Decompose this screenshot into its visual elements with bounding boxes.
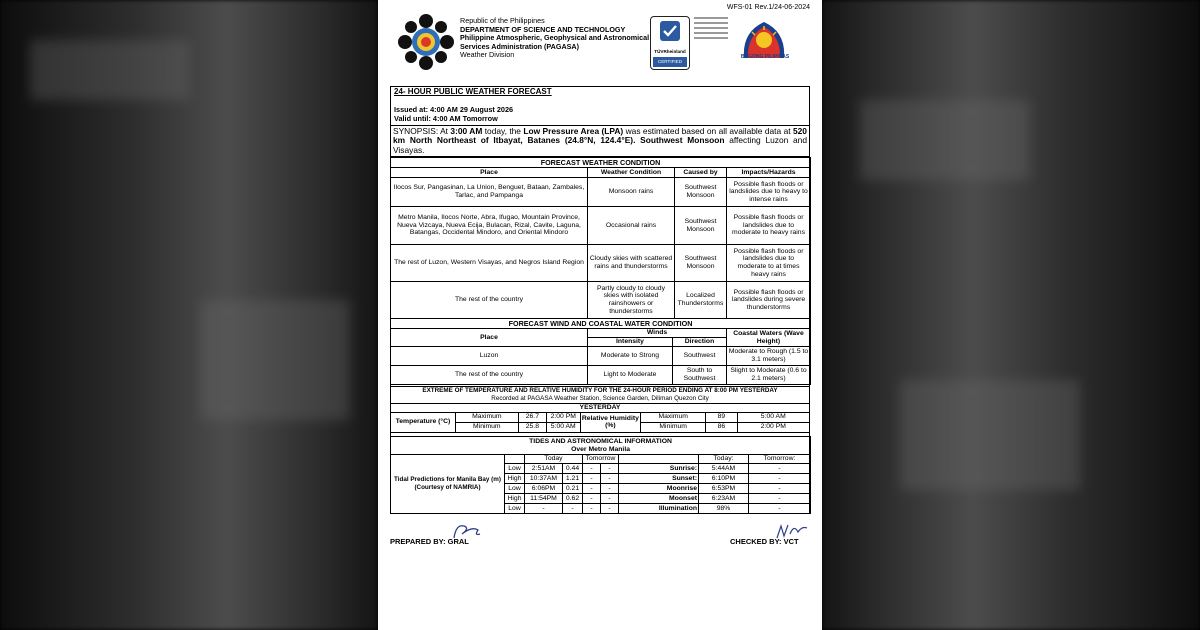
astro-today-header: Today: bbox=[699, 455, 749, 464]
table-cell: Possible flash floods or landslides due to heavy to intense rains bbox=[727, 178, 811, 207]
temp-min-value: 25.8 bbox=[518, 422, 546, 432]
column-header: Place bbox=[391, 329, 588, 347]
valid-until: Valid until: 4:00 AM Tomorrow bbox=[394, 114, 498, 123]
table-cell bbox=[619, 455, 699, 464]
table-cell: Possible flash floods or landslides due to moderate to heavy rains bbox=[727, 207, 811, 245]
table-cell: 10:37AM bbox=[525, 474, 563, 484]
extremes-title: EXTREME OF TEMPERATURE AND RELATIVE HUMIDITY FOR THE 24-HOUR PERIOD ENDING AT 8:00 PM YESTERDAY bbox=[422, 387, 778, 395]
temp-max-time: 2:00 PM bbox=[547, 412, 581, 422]
rh-min-label: Minimum bbox=[641, 422, 706, 432]
forecast-title: 24- HOUR PUBLIC WEATHER FORECAST bbox=[394, 87, 552, 96]
table-cell: - bbox=[601, 464, 619, 474]
table-cell: 6:06PM bbox=[525, 484, 563, 494]
table-cell: 6:53PM bbox=[699, 484, 749, 494]
table-cell: Low bbox=[505, 464, 525, 474]
table-row bbox=[391, 207, 811, 245]
table-cell: - bbox=[749, 484, 811, 494]
table-cell: The rest of Luzon, Western Visayas, and Negros Island Region bbox=[391, 245, 588, 282]
table-cell: 0.62 bbox=[563, 494, 583, 504]
rh-min-time: 2:00 PM bbox=[737, 422, 809, 432]
table-cell: - bbox=[601, 494, 619, 504]
tides-title: TIDES AND ASTRONOMICAL INFORMATION bbox=[529, 437, 672, 445]
section-title: FORECAST WEATHER CONDITION bbox=[391, 158, 811, 168]
table-cell: 2:51AM bbox=[525, 464, 563, 474]
agency-line: Republic of the Philippines bbox=[460, 16, 545, 25]
column-header: Place bbox=[391, 168, 588, 178]
table-cell: Low bbox=[505, 504, 525, 514]
table-cell: South to Southwest bbox=[673, 366, 727, 385]
table-cell: Southwest Monsoon bbox=[675, 178, 727, 207]
wind-coastal-table bbox=[390, 318, 811, 385]
background-blur-shape bbox=[200, 300, 350, 420]
table-cell bbox=[505, 455, 525, 464]
tides-heading bbox=[391, 437, 811, 455]
table-cell: Cloudy skies with scattered rains and thunderstorms bbox=[588, 245, 675, 282]
agency-line: Services Administration (PAGASA) bbox=[460, 41, 580, 51]
tuv-certification-badge bbox=[650, 16, 690, 70]
table-cell: - bbox=[525, 504, 563, 514]
table-cell: Localized Thunderstorms bbox=[675, 282, 727, 319]
table-cell: - bbox=[749, 464, 811, 474]
table-cell: 98% bbox=[699, 504, 749, 514]
background-blur-shape bbox=[900, 380, 1080, 490]
table-cell: - bbox=[583, 504, 601, 514]
table-cell: Moderate to Strong bbox=[588, 347, 673, 366]
table-cell: - bbox=[583, 484, 601, 494]
table-cell: 5:44AM bbox=[699, 464, 749, 474]
table-cell: 0.21 bbox=[563, 484, 583, 494]
table-cell: Occasional rains bbox=[588, 207, 675, 245]
table-cell: The rest of the country bbox=[391, 282, 588, 319]
rh-min-value: 86 bbox=[706, 422, 737, 432]
column-header: Impacts/Hazards bbox=[727, 168, 811, 178]
pagasa-logo-icon bbox=[398, 14, 454, 70]
table-cell: Ilocos Sur, Pangasinan, La Union, Benguet, Bataan, Zambales, Tarlac, and Pampanga bbox=[391, 178, 588, 207]
table-cell: Possible flash floods or landslides during severe thunderstorms bbox=[727, 282, 811, 319]
forecast-document bbox=[378, 0, 822, 630]
extremes-table bbox=[390, 386, 810, 433]
form-number: WFS-01 Rev.1/24-06-2024 bbox=[726, 4, 810, 11]
humidity-label: Relative Humidity (%) bbox=[580, 412, 641, 432]
column-header: Winds bbox=[588, 329, 727, 338]
table-cell: - bbox=[749, 504, 811, 514]
table-cell: Southwest bbox=[673, 347, 727, 366]
table-cell: Metro Manila, Ilocos Norte, Abra, Ifugao, Mountain Province, Nueva Vizcaya, Nueva Ecija, Bulacan, Rizal, Cavite, Laguna, Batangas, Occidental Mindoro, and Oriental Mindoro bbox=[391, 207, 588, 245]
rh-max-time: 5:00 AM bbox=[737, 412, 809, 422]
table-cell: Monsoon rains bbox=[588, 178, 675, 207]
table-cell: Light to Moderate bbox=[588, 366, 673, 385]
table-row bbox=[391, 178, 811, 207]
column-header: Direction bbox=[673, 338, 727, 347]
table-cell: Low bbox=[505, 484, 525, 494]
table-cell: - bbox=[749, 494, 811, 504]
table-cell: 0.44 bbox=[563, 464, 583, 474]
column-header: Intensity bbox=[588, 338, 673, 347]
table-cell: Illumination bbox=[619, 504, 699, 514]
table-cell: High bbox=[505, 474, 525, 484]
checked-by: CHECKED BY: VCT bbox=[730, 537, 799, 546]
table-cell: 6:10PM bbox=[699, 474, 749, 484]
table-cell: - bbox=[583, 474, 601, 484]
temp-max-value: 26.7 bbox=[518, 412, 546, 422]
tidal-predictions-label: Tidal Predictions for Manila Bay (m) (Courtesy of NAMRIA) bbox=[391, 455, 505, 514]
table-cell: High bbox=[505, 494, 525, 504]
cert-label: CERTIFIED bbox=[653, 57, 687, 67]
prepared-by: PREPARED BY: GRAL bbox=[390, 537, 469, 546]
blurred-background-right bbox=[822, 0, 1200, 630]
table-cell: Slight to Moderate (0.6 to 2.1 meters) bbox=[727, 366, 811, 385]
table-cell: Possible flash floods or landslides due to moderate to at times heavy rains bbox=[727, 245, 811, 282]
column-header: Caused by bbox=[675, 168, 727, 178]
table-cell: Sunset: bbox=[619, 474, 699, 484]
table-cell: Partly cloudy to cloudy skies with isolated rainshowers or thunderstorms bbox=[588, 282, 675, 319]
issued-at: Issued at: 4:00 AM 29 August 2026 bbox=[394, 105, 514, 114]
table-cell: The rest of the country bbox=[391, 366, 588, 385]
tides-table bbox=[390, 436, 811, 514]
table-cell: Moderate to Rough (1.5 to 3.1 meters) bbox=[727, 347, 811, 366]
cert-brand: TÜVRheinland bbox=[654, 49, 686, 54]
table-row bbox=[391, 366, 811, 385]
table-cell: - bbox=[601, 474, 619, 484]
section-title: FORECAST WIND AND COASTAL WATER CONDITION bbox=[391, 319, 811, 329]
temperature-label: Temperature (°C) bbox=[391, 412, 456, 432]
cert-caption-lines bbox=[694, 17, 728, 42]
forecast-condition-table bbox=[390, 157, 811, 319]
table-row bbox=[391, 282, 811, 319]
extremes-subtitle: Recorded at PAGASA Weather Station, Science Garden, Diliman Quezon City bbox=[491, 395, 709, 402]
table-cell: Moonset bbox=[619, 494, 699, 504]
table-cell: Luzon bbox=[391, 347, 588, 366]
temp-min-label: Minimum bbox=[455, 422, 518, 432]
rh-max-label: Maximum bbox=[641, 412, 706, 422]
agency-line: DEPARTMENT OF SCIENCE AND TECHNOLOGY bbox=[460, 24, 626, 34]
table-row bbox=[391, 347, 811, 366]
issue-info bbox=[394, 105, 513, 123]
table-cell: 6:23AM bbox=[699, 494, 749, 504]
table-cell: 11:54PM bbox=[525, 494, 563, 504]
bagong-pilipinas-text: BAGONG PILIPINAS bbox=[740, 54, 790, 60]
temp-max-label: Maximum bbox=[455, 412, 518, 422]
synopsis: SYNOPSIS: At 3:00 AM today, the Low Pressure Area (LPA) was estimated based on all available data at 520 km North Northeast of Itbayat, Batanes (24.8°N, 124.4°E). Southwest Monsoon affecting Luzon and Visayas. bbox=[391, 125, 809, 157]
table-cell: - bbox=[749, 474, 811, 484]
table-cell: Southwest Monsoon bbox=[675, 245, 727, 282]
extremes-heading bbox=[391, 387, 810, 404]
tides-subtitle: Over Metro Manila bbox=[571, 445, 630, 453]
yesterday-label: YESTERDAY bbox=[391, 404, 810, 413]
background-blur-shape bbox=[30, 40, 190, 100]
table-cell: Southwest Monsoon bbox=[675, 207, 727, 245]
rh-max-value: 89 bbox=[706, 412, 737, 422]
table-cell: - bbox=[583, 464, 601, 474]
astro-tomorrow-header: Tomorrow: bbox=[749, 455, 811, 464]
column-header: Coastal Waters (Wave Height) bbox=[727, 329, 811, 347]
agency-line: Philippine Atmospheric, Geophysical and Astronomical bbox=[460, 33, 650, 43]
table-cell: - bbox=[601, 484, 619, 494]
agency-line: Weather Division bbox=[460, 50, 515, 60]
agency-block bbox=[460, 17, 649, 60]
table-cell: - bbox=[563, 504, 583, 514]
table-cell: 1.21 bbox=[563, 474, 583, 484]
table-cell: - bbox=[601, 504, 619, 514]
checkmark-icon bbox=[659, 20, 681, 42]
today-header: Today bbox=[525, 455, 583, 464]
table-row bbox=[391, 245, 811, 282]
table-cell: Sunrise: bbox=[619, 464, 699, 474]
tomorrow-header: Tomorrow bbox=[583, 455, 619, 464]
table-cell: Moonrise bbox=[619, 484, 699, 494]
table-cell: - bbox=[583, 494, 601, 504]
temp-min-time: 5:00 AM bbox=[547, 422, 581, 432]
column-header: Weather Condition bbox=[588, 168, 675, 178]
background-blur-shape bbox=[860, 100, 1030, 180]
